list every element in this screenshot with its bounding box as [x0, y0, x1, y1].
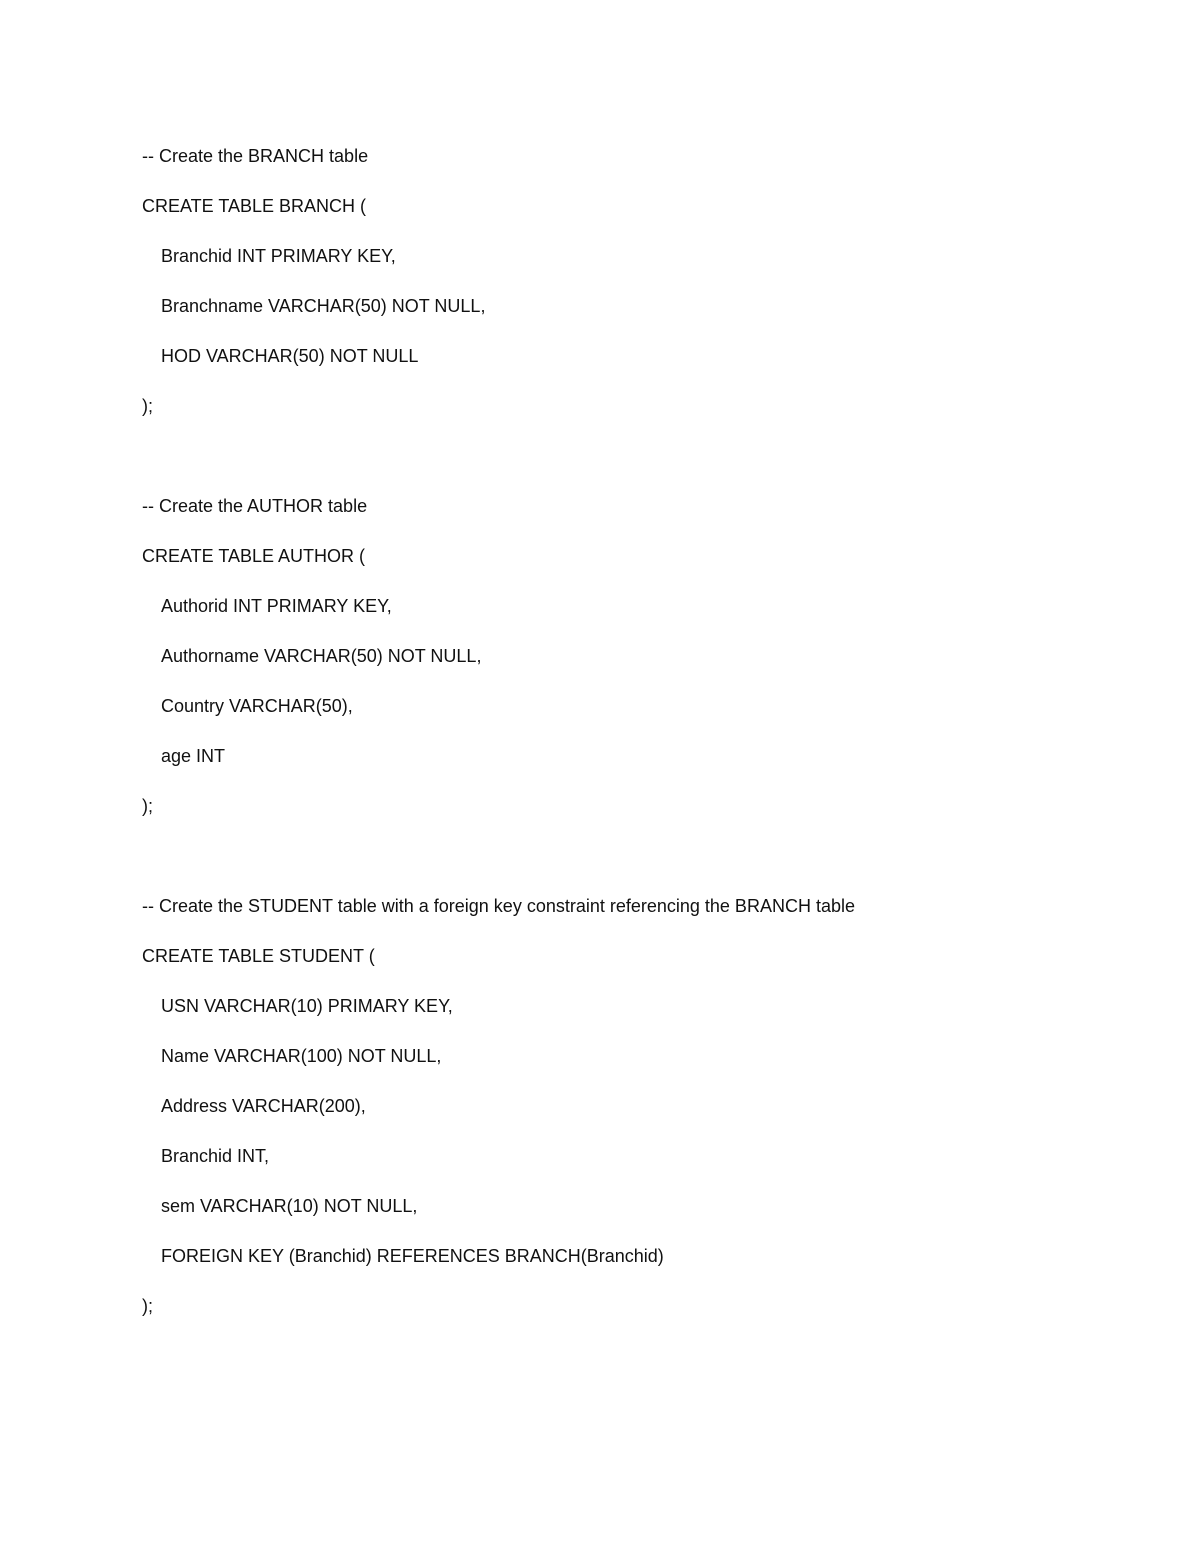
sql-code-line: Address VARCHAR(200),: [161, 1096, 366, 1116]
sql-comment-line: -- Create the STUDENT table with a foreign key constraint referencing the BRANCH table: [142, 896, 855, 916]
sql-code-line: CREATE TABLE AUTHOR (: [142, 546, 366, 566]
sql-code-line: Authorid INT PRIMARY KEY,: [161, 596, 392, 616]
sql-code-line: Authorname VARCHAR(50) NOT NULL,: [161, 646, 482, 666]
sql-code-line: Name VARCHAR(100) NOT NULL,: [161, 1046, 442, 1066]
sql-code-line: );: [142, 796, 153, 816]
sql-code-line: Branchid INT,: [161, 1146, 270, 1166]
sql-block: [142, 491, 1142, 841]
sql-document-body: [142, 141, 1142, 1341]
sql-code-line: FOREIGN KEY (Branchid) REFERENCES BRANCH(Branchid): [161, 1246, 664, 1266]
sql-code-line: );: [142, 396, 153, 416]
sql-code-line: HOD VARCHAR(50) NOT NULL: [161, 346, 419, 366]
sql-code-line: );: [142, 1296, 153, 1316]
sql-block: [142, 891, 1142, 1341]
sql-code-line: CREATE TABLE BRANCH (: [142, 196, 367, 216]
block-spacer: [142, 441, 1142, 491]
sql-comment-line: -- Create the BRANCH table: [142, 146, 369, 166]
sql-code-line: Country VARCHAR(50),: [161, 696, 353, 716]
block-spacer: [142, 841, 1142, 891]
sql-code-line: USN VARCHAR(10) PRIMARY KEY,: [161, 996, 453, 1016]
sql-code-line: age INT: [161, 746, 226, 766]
sql-comment-line: -- Create the AUTHOR table: [142, 496, 368, 516]
sql-code-line: Branchid INT PRIMARY KEY,: [161, 246, 396, 266]
sql-block: [142, 141, 1142, 441]
sql-code-line: sem VARCHAR(10) NOT NULL,: [161, 1196, 418, 1216]
sql-code-line: CREATE TABLE STUDENT (: [142, 946, 375, 966]
sql-code-line: Branchname VARCHAR(50) NOT NULL,: [161, 296, 486, 316]
